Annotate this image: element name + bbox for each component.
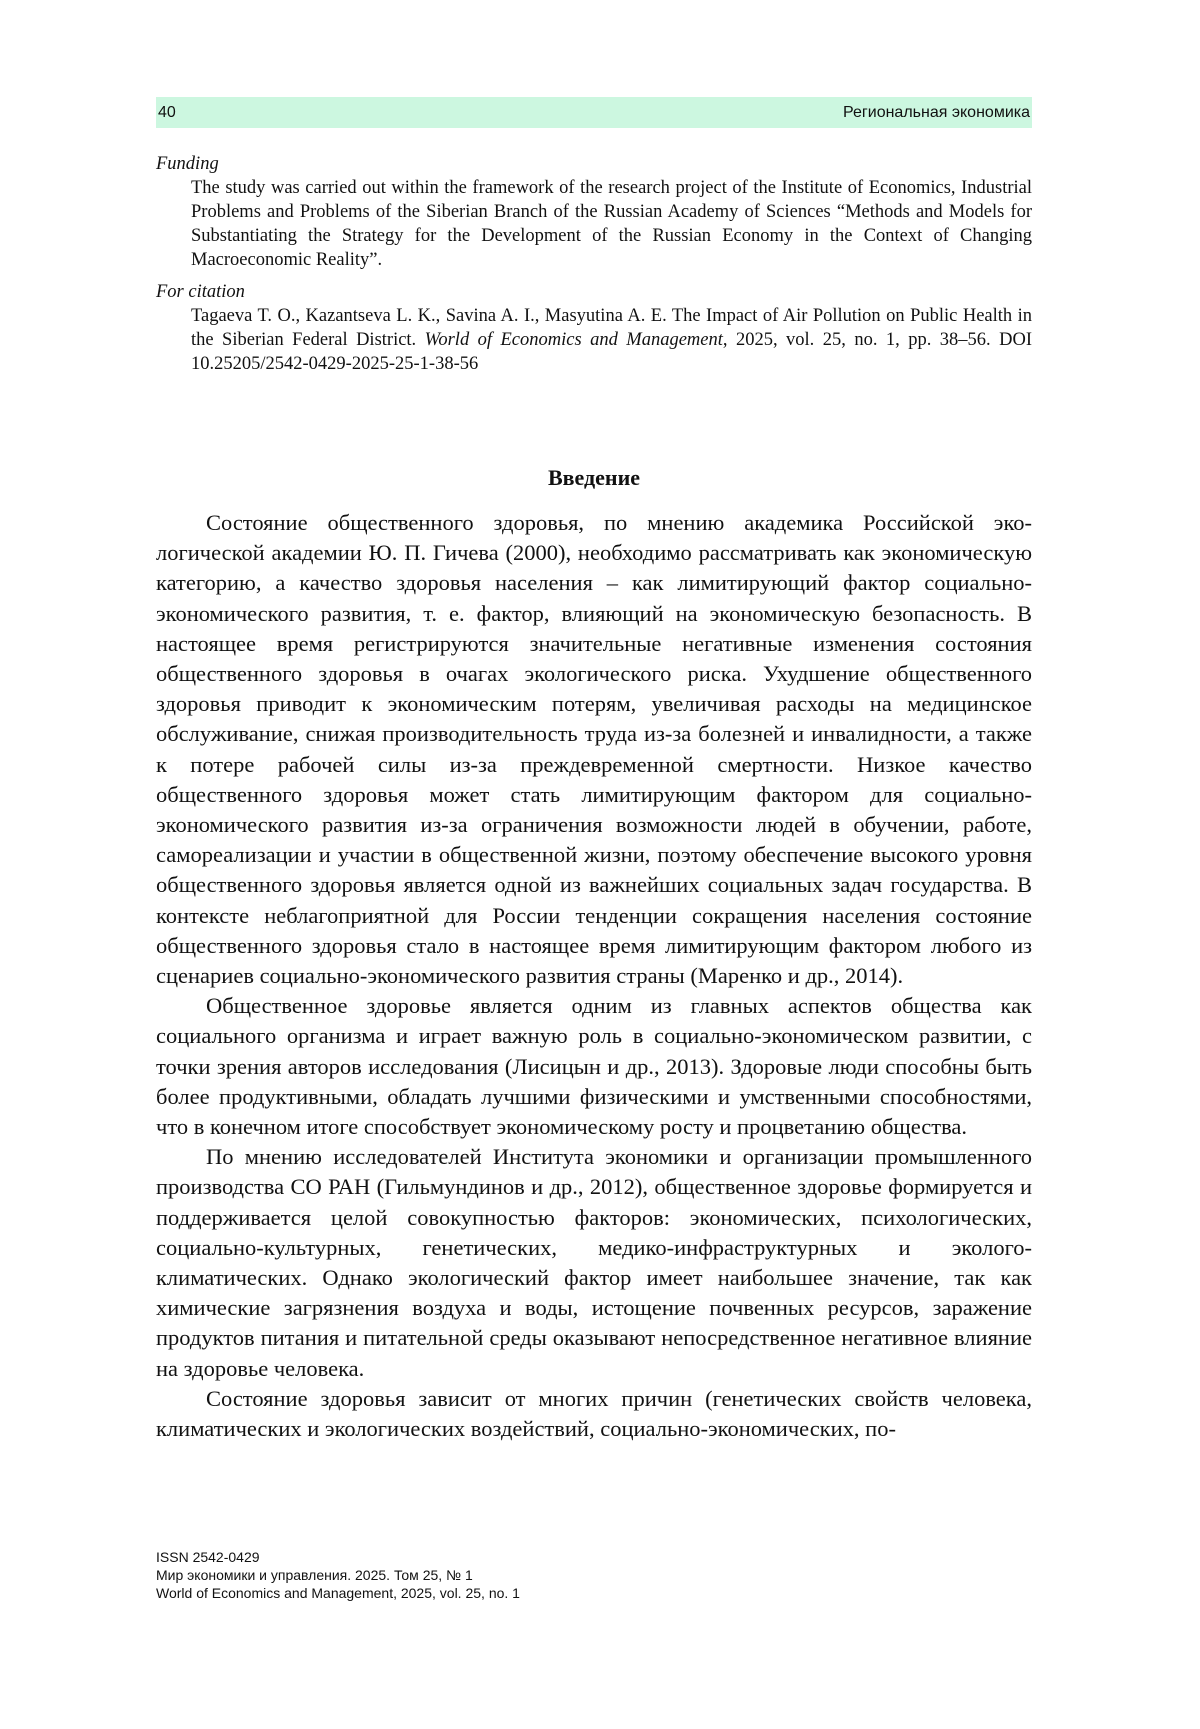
page-number: 40 [158, 103, 176, 121]
citation-details: , 2025, vol. 25, no. 1, pp. 38–56. DOI 10.25205/2542-0429-2025-25-1-38-56 [191, 330, 1032, 374]
citation-authors-title: Tagaeva T. O., Kazantseva L. K., Savina A. I., Masyutina A. E. The Impact of Air Pollution on Public Health in the Siberian Federal District. [191, 306, 1032, 350]
footer-issn: ISSN 2542-0429 [156, 1549, 260, 1565]
journal-section: Региональная экономика [843, 103, 1030, 121]
body-paragraph: Состояние здоровья зависит от многих причин (генетических свойств человека, климатических и экологических воздействий, социально-экономических, по- [156, 1385, 1032, 1442]
page-footer [156, 1548, 520, 1602]
body-paragraph: Общественное здоровье является одним из главных аспектов общества как социального организма и играет важную роль в социально-экономическом развитии, с точки зрения авторов исследования (Лисицын и др., 2013). Здоровые люди способны быть более продуктивными, обладать лучшими физическими и умственными способностями, что в конечном итоге способствует экономическому росту и процветанию общества. [156, 993, 1032, 1140]
funding-text: The study was carried out within the framework of the research project of the Institute of Economics, Industrial Problems and Problems of the Siberian Branch of the Russian Academy of Sciences “Methods and Models for Substantiating the Strategy for the Development of the Russian Economy in the Context of Changing Macroeconomic Reality”. [191, 178, 1032, 270]
running-header [156, 97, 1032, 128]
citation-block [156, 280, 1032, 376]
body-paragraph: По мнению исследователей Института экономики и организации промышленного производства СО РАН (Гильмундинов и др., 2012), общественное здоровье формируется и поддерживается целой совокупностью факторов: экономических, психологических, социально-культурных, генетических, медико-инфраструктурных и эколого-климатических. Однако экологический фактор имеет наибольшее значение, так как химические загрязнения воздуха и воды, истощение почвенных ресурсов, заражение продуктов питания и питательной среды оказывают непосредственное негативное влияние на здоровье человека. [156, 1144, 1032, 1381]
footer-journal-ru: Мир экономики и управления. 2025. Том 25, № 1 [156, 1567, 473, 1583]
body-paragraph: Состояние общественного здоровья, по мнению академика Российской экологической академии Ю. П. Гичева (2000), необходимо рассматривать как экономическую категорию, а качество здоровья населения – как лимитирующий фактор социально-экономического развития, т. е. фактор, влияющий на экономическую безопасность. В настоящее время регистрируются значительные негативные изменения состояния общественного здоровья в очагах экологического риска. Ухудшение общественного здоровья приводит к экономическим потерям, увеличивая расходы на медицинское обслуживание, снижая производительность труда из-за болезней и инвалидности, а также к потере рабочей силы из-за преждевременной смертности. Низкое качество общественного здоровья может стать лимитирующим фактором для социально-экономического развития из-за ограничения возможности людей в обучении, работе, самореализации и участии в общественной жизни, поэтому обеспечение высокого уровня общественного здоровья является одной из важнейших социальных задач государства. В контексте неблагоприятной для России тенденции сокращения населения состояние общественного здоровья стало в настоящее время лимитирующим фактором любого из сценариев социально-экономического развития страны (Маренко и др., 2014). [156, 510, 1032, 989]
article-body [156, 508, 1032, 1444]
funding-label: Funding [156, 154, 219, 174]
funding-block [156, 152, 1032, 272]
citation-label: For citation [156, 282, 245, 302]
citation-text [191, 304, 1032, 376]
section-title: Введение [547, 465, 641, 490]
footer-journal-en: World of Economics and Management, 2025, vol. 25, no. 1 [156, 1585, 520, 1601]
citation-journal: World of Economics and Management [424, 330, 723, 350]
